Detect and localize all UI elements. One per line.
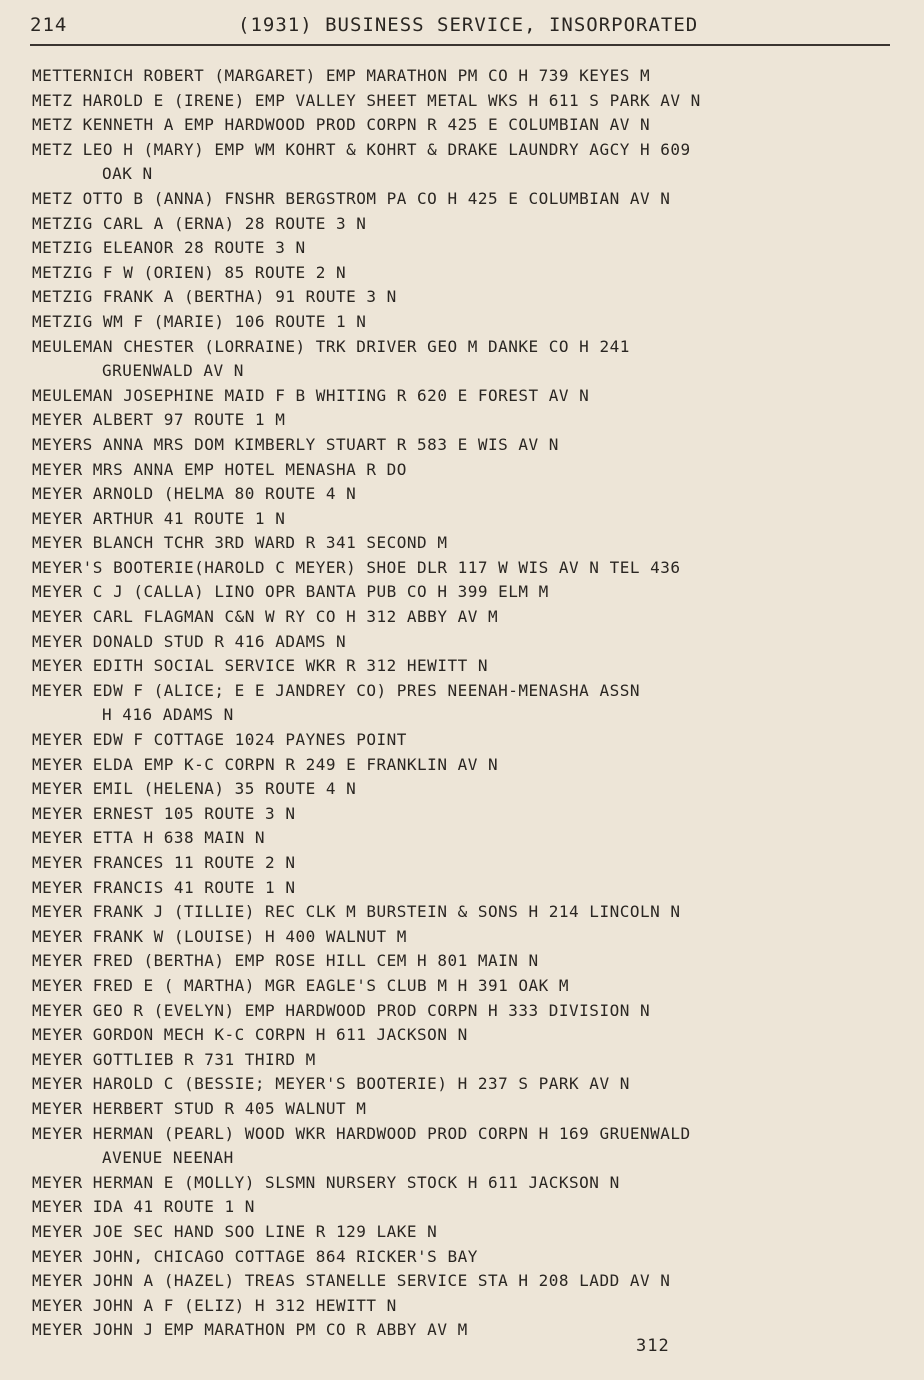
entry-text: MEYER ELDA EMP K-C CORPN R 249 E FRANKLIN AV N [32,754,499,774]
directory-entry [32,1072,912,1097]
entry-text: MEYER GORDON MECH K-C CORPN H 611 JACKSON N [32,1025,468,1045]
entry-continuation: AVENUE NEENAH [102,1148,234,1168]
entry-text: MEYER ETTA H 638 MAIN N [32,828,266,848]
directory-entry [32,851,912,876]
directory-entry [32,1269,912,1294]
entry-text: MEYER FRANCES 11 ROUTE 2 N [32,853,296,872]
directory-entry [32,802,912,827]
entry-text: MEULEMAN JOSEPHINE MAID F B WHITING R 620 E FOREST AV N [32,385,590,405]
directory-entry [32,285,912,310]
directory-entry [32,89,912,114]
entry-text: MEULEMAN CHESTER (LORRAINE) TRK DRIVER GEO M DANKE CO H 241 [32,336,630,356]
entry-text: MEYER CARL FLAGMAN C&N W RY CO H 312 ABBY AV M [32,607,499,627]
entry-text: METZ HAROLD E (IRENE) EMP VALLEY SHEET METAL WKS H 611 S PARK AV N [32,90,701,110]
entry-text: MEYER IDA 41 ROUTE 1 N [32,1197,255,1217]
directory-entry [32,1294,912,1319]
entry-text: MEYER JOE SEC HAND SOO LINE R 129 LAKE N [32,1221,438,1241]
entry-text: MEYER ARTHUR 41 ROUTE 1 N [32,508,286,528]
directory-entry [32,408,912,433]
directory-entry [32,236,912,261]
directory-entry [32,1023,912,1048]
directory-entry [32,753,912,778]
directory-entry [32,1171,912,1196]
directory-entry [32,605,912,630]
entry-text: MEYER ALBERT 97 ROUTE 1 M [32,410,286,430]
directory-entry [32,900,912,925]
entry-text: METZIG ELEANOR 28 ROUTE 3 N [32,238,306,258]
directory-entry [32,138,912,187]
entry-text: MEYER HERBERT STUD R 405 WALNUT M [32,1098,367,1118]
directory-entry [32,1195,912,1220]
entry-text: METZ KENNETH A EMP HARDWOOD PROD CORPN R 425 E COLUMBIAN AV N [32,115,651,135]
directory-entry [32,630,912,655]
directory-entry [32,728,912,753]
directory-entry [32,335,912,384]
entry-text: MEYER FRANK J (TILLIE) REC CLK M BURSTEIN & SONS H 214 LINCOLN N [32,902,681,922]
entry-text: METZIG F W (ORIEN) 85 ROUTE 2 N [32,262,347,282]
entry-text: METZIG CARL A (ERNA) 28 ROUTE 3 N [32,213,367,233]
entry-text: MEYERS ANNA MRS DOM KIMBERLY STUART R 583 E WIS AV N [32,434,559,454]
entry-text: MEYER JOHN J EMP MARATHON PM CO R ABBY AV M [32,1320,468,1340]
entry-continuation: H 416 ADAMS N [102,705,234,725]
entry-text: MEYER FRED (BERTHA) EMP ROSE HILL CEM H 801 MAIN N [32,951,539,971]
directory-entry [32,458,912,483]
directory-entry [32,974,912,999]
entry-continuation: OAK N [102,164,153,184]
entry-text: METTERNICH ROBERT (MARGARET) EMP MARATHON PM CO H 739 KEYES M [32,66,651,85]
entry-text: MEYER JOHN, CHICAGO COTTAGE 864 RICKER'S BAY [32,1246,478,1266]
entry-text: MEYER EMIL (HELENA) 35 ROUTE 4 N [32,779,357,799]
directory-entry [32,556,912,581]
directory-entry [32,187,912,212]
entry-text: MEYER GOTTLIEB R 731 THIRD M [32,1049,316,1069]
entry-text: MEYER GEO R (EVELYN) EMP HARDWOOD PROD CORPN H 333 DIVISION N [32,1000,651,1020]
directory-entry [32,433,912,458]
directory-entry [32,580,912,605]
directory-entry [32,654,912,679]
directory-entry [32,826,912,851]
entry-text: MEYER EDW F (ALICE; E E JANDREY CO) PRES NEENAH-MENASHA ASSN [32,680,640,700]
directory-entry [32,876,912,901]
entry-text: MEYER HAROLD C (BESSIE; MEYER'S BOOTERIE) H 237 S PARK AV N [32,1074,630,1094]
directory-entry [32,999,912,1024]
directory-entry [32,679,912,728]
entry-text: MEYER'S BOOTERIE(HAROLD C MEYER) SHOE DLR 117 W WIS AV N TEL 436 [32,557,681,577]
directory-entry [32,482,912,507]
entry-text: MEYER JOHN A (HAZEL) TREAS STANELLE SERVICE STA H 208 LADD AV N [32,1271,671,1291]
directory-entry [32,777,912,802]
header-rule [30,44,890,46]
folio-number: 312 [636,1336,670,1356]
directory-entry [32,212,912,237]
entry-text: METZ LEO H (MARY) EMP WM KOHRT & KOHRT & DRAKE LAUNDRY AGCY H 609 [32,139,691,159]
entry-text: MEYER BLANCH TCHR 3RD WARD R 341 SECOND M [32,533,448,553]
entry-text: MEYER ARNOLD (HELMA 80 ROUTE 4 N [32,484,357,504]
directory-entry [32,1318,912,1343]
entry-text: MEYER ERNEST 105 ROUTE 3 N [32,803,296,823]
directory-entry [32,1048,912,1073]
directory-entry [32,310,912,335]
entry-text: MEYER FRANCIS 41 ROUTE 1 N [32,877,296,897]
entry-text: MEYER FRED E ( MARTHA) MGR EAGLE'S CLUB M H 391 OAK M [32,975,570,995]
entry-text: MEYER EDW F COTTAGE 1024 PAYNES POINT [32,730,407,750]
entry-text: MEYER JOHN A F (ELIZ) H 312 HEWITT N [32,1295,397,1315]
entry-text: METZIG FRANK A (BERTHA) 91 ROUTE 3 N [32,287,397,307]
entry-text: MEYER DONALD STUD R 416 ADAMS N [32,631,347,651]
directory-entry [32,507,912,532]
directory-entry [32,1220,912,1245]
entry-text: MEYER C J (CALLA) LINO OPR BANTA PUB CO H 399 ELM M [32,582,549,602]
directory-entry [32,949,912,974]
entry-text: MEYER HERMAN E (MOLLY) SLSMN NURSERY STOCK H 611 JACKSON N [32,1172,620,1192]
page-title: (1931) BUSINESS SERVICE, INSORPORATED [238,14,699,36]
entry-text: MEYER HERMAN (PEARL) WOOD WKR HARDWOOD PROD CORPN H 169 GRUENWALD [32,1123,691,1143]
entry-text: MEYER EDITH SOCIAL SERVICE WKR R 312 HEWITT N [32,656,488,676]
directory-entry [32,384,912,409]
entry-text: MEYER FRANK W (LOUISE) H 400 WALNUT M [32,926,407,946]
directory-entry [32,1097,912,1122]
entry-continuation: GRUENWALD AV N [102,361,244,381]
directory-entry [32,64,912,89]
entry-text: METZ OTTO B (ANNA) FNSHR BERGSTROM PA CO H 425 E COLUMBIAN AV N [32,188,671,208]
directory-entry [32,925,912,950]
directory-entries [32,64,912,1343]
directory-entry [32,1245,912,1270]
entry-text: METZIG WM F (MARIE) 106 ROUTE 1 N [32,311,367,331]
page-number: 214 [30,14,68,36]
directory-entry [32,261,912,286]
directory-entry [32,113,912,138]
entry-text: MEYER MRS ANNA EMP HOTEL MENASHA R DO [32,459,407,479]
directory-entry [32,531,912,556]
directory-entry [32,1122,912,1171]
